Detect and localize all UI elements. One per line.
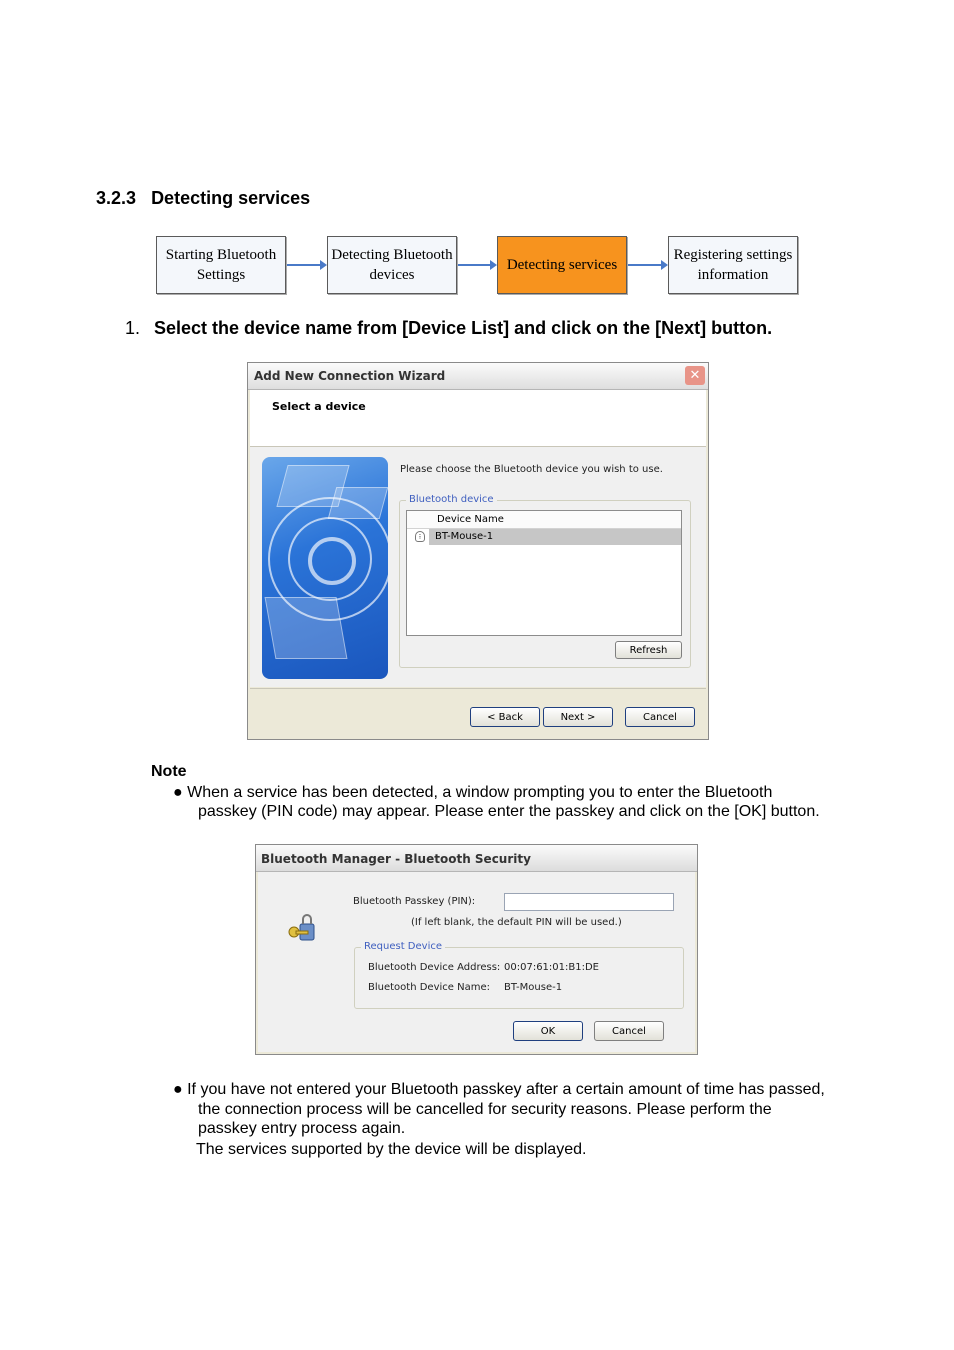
flow-step-registering-settings [668, 236, 798, 294]
note-bullet-1-line-1: ● When a service has been detected, a window prompting you to enter the Bluetooth [173, 784, 773, 801]
closing-text: The services supported by the device will be displayed. [196, 1141, 587, 1158]
section-number: 3.2.3 [96, 188, 137, 208]
security-title-bar [256, 845, 697, 872]
flow-arrow [287, 264, 325, 266]
group-label: Request Device [361, 941, 445, 952]
note-label: Note [151, 763, 187, 780]
bluetooth-security-dialog [255, 844, 698, 1055]
device-list[interactable] [406, 510, 682, 636]
note-bullet-2-line-2: the connection process will be cancelled for security reasons. Please perform the [198, 1101, 772, 1118]
wizard-header-text: Select a device [272, 400, 366, 413]
device-row[interactable] [407, 529, 681, 545]
next-button[interactable]: Next > [543, 707, 613, 727]
flow-step-label: Registering settings information [673, 247, 793, 283]
note-bullet-2-line-3: passkey entry process again. [198, 1120, 406, 1137]
column-device-name: Device Name [437, 514, 504, 525]
security-key-icon [286, 912, 320, 946]
flow-step-detecting-services [497, 236, 627, 294]
wizard-instruction: Please choose the Bluetooth device you wish to use. [400, 464, 663, 475]
wizard-title: Add New Connection Wizard [254, 369, 446, 383]
passkey-input[interactable] [504, 893, 674, 911]
bluetooth-device-group [399, 494, 691, 668]
divider [250, 688, 706, 689]
request-device-group [354, 941, 684, 1009]
cancel-button[interactable]: Cancel [594, 1021, 664, 1041]
flow-step-label: Starting Bluetooth Settings [165, 247, 277, 283]
refresh-button[interactable]: Refresh [615, 641, 682, 659]
close-icon[interactable]: ✕ [685, 366, 705, 385]
device-address-value: 00:07:61:01:B1:DE [504, 962, 599, 973]
security-title: Bluetooth Manager - Bluetooth Security [261, 852, 531, 866]
add-connection-wizard-dialog [247, 362, 709, 740]
note-bullet-2-line-1: ● If you have not entered your Bluetooth passkey after a certain amount of time has passed, [173, 1081, 825, 1098]
wizard-header [250, 390, 706, 447]
wizard-body [250, 447, 706, 687]
ok-button[interactable]: OK [513, 1021, 583, 1041]
cancel-button[interactable]: Cancel [625, 707, 695, 727]
passkey-label: Bluetooth Passkey (PIN): [353, 896, 476, 907]
bluetooth-illustration-icon [262, 457, 388, 679]
section-heading [96, 188, 310, 209]
flow-step-label: Detecting services [506, 257, 618, 273]
flow-step-label: Detecting Bluetooth devices [331, 247, 453, 283]
device-name: BT-Mouse-1 [435, 531, 494, 542]
step-instruction: Select the device name from [Device List] and click on the [Next] button. [154, 318, 773, 338]
wizard-title-bar [248, 363, 708, 390]
section-title: Detecting services [151, 188, 311, 208]
group-label: Bluetooth device [406, 494, 497, 505]
device-name-label: Bluetooth Device Name: [368, 982, 490, 993]
flow-step-starting-bluetooth [156, 236, 286, 294]
step-number: 1. [125, 318, 141, 338]
back-button[interactable]: < Back [470, 707, 540, 727]
flow-step-detecting-devices [327, 236, 457, 294]
default-pin-hint: (If left blank, the default PIN will be used.) [411, 917, 622, 928]
flow-arrow [628, 264, 666, 266]
device-address-label: Bluetooth Device Address: [368, 962, 501, 973]
note-bullet-1-line-2: passkey (PIN code) may appear. Please enter the passkey and click on the [OK] button. [198, 803, 820, 820]
security-body [258, 872, 695, 1052]
mouse-icon: ⁝ [415, 531, 425, 542]
device-name-value: BT-Mouse-1 [504, 982, 563, 993]
flow-arrow [458, 264, 495, 266]
device-list-header[interactable] [407, 511, 681, 529]
